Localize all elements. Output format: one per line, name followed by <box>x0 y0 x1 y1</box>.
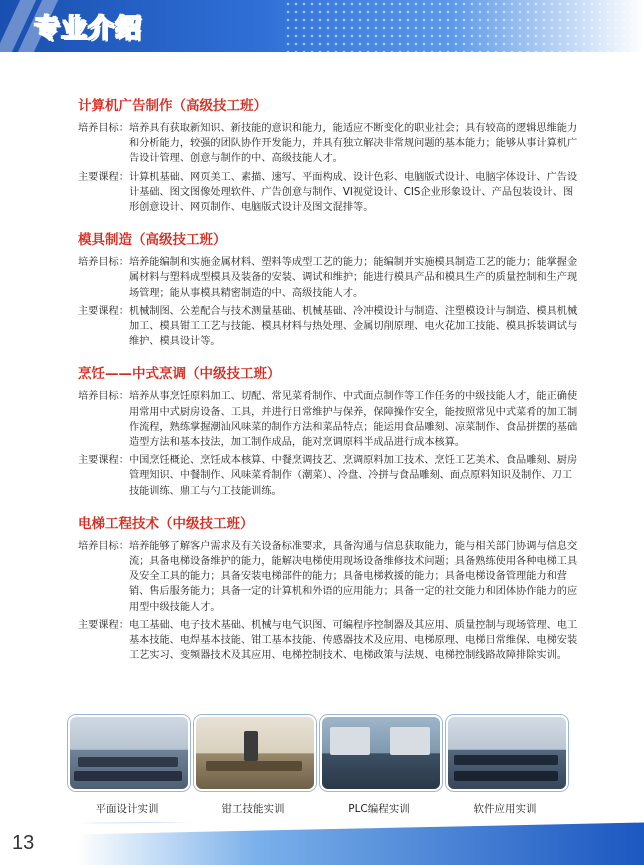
goal-label: 培养目标： <box>78 257 129 269</box>
courses-text: 电工基础、电子技术基础、机械与电气识图、可编程序控制器及其应用、质量控制与现场管理、电工基本技能、电焊基本技能、钳工基本技能、传感器技术及应用、电梯原理、电梯日常维保、电梯安装工艺实习、变频器技术及其应用、电梯控制技术、电梯政策与法规、电梯控制线路故障排除实训。 <box>128 619 578 662</box>
courses-label: 主要课程： <box>78 171 129 183</box>
goal-label: 培养目标： <box>78 540 129 552</box>
training-goal <box>78 539 578 615</box>
main-courses <box>78 618 578 664</box>
main-courses <box>78 453 578 499</box>
goal-label: 培养目标： <box>78 391 129 403</box>
plc-programming-lab-photo <box>320 715 442 791</box>
program-title: 烹饪——中式烹调（中级技工班） <box>78 366 281 383</box>
goal-label: 培养目标： <box>78 123 129 134</box>
courses-label: 主要课程： <box>78 619 129 631</box>
photo-caption: 平面设计实训 <box>95 803 159 815</box>
fitter-skills-workshop-photo <box>194 715 316 791</box>
goal-text: 培养能编制和实施金属材料、塑料等成型工艺的能力；能编制并实施模具制造工艺的能力；能掌握金属材料与塑料成型模具及装备的安装、调试和维护；能进行模具产品和模具生产的质量控制和生产现场管理；能从事模具精密制造的中、高级技能人才。 <box>128 257 578 299</box>
training-goal <box>78 389 578 450</box>
program-list <box>78 97 578 679</box>
training-goal <box>78 121 578 167</box>
program-section-computer-advertising <box>78 97 578 215</box>
graphic-design-lab-photo <box>68 715 190 791</box>
program-title: 计算机广告制作（高级技工班） <box>78 98 267 114</box>
program-section-elevator-engineering <box>78 515 578 664</box>
page-number: 13 <box>12 832 35 854</box>
program-section-chinese-cooking <box>78 365 578 498</box>
photo-card <box>320 715 438 816</box>
photo-card <box>68 715 186 816</box>
goal-text: 培养从事烹饪原料加工、切配、常见菜肴制作、中式面点制作等工作任务的中级技能人才，能正确使用常用中式厨房设备、工具，并进行日常维护与保养，保障操作安全，能按照常见中式菜肴的加工制作流程，熟练掌握潮汕风味菜的制作方法和菜品特点；能运用食品雕刻、凉菜制作、食品拼摆的基础造型方法和基本技法，加工制作成品，能对烹调原料半成品进行成本核算。 <box>128 391 578 449</box>
training-goal <box>78 255 578 301</box>
goal-text: 培养能够了解客户需求及有关设备标准要求，具备沟通与信息获取能力，能与相关部门协调与信息交流；具备电梯设备维护的能力，能解决电梯使用现场设备维修技术问题；具备熟练使用各种电梯工具及安全工具的能力；具备安装电梯部件的能力；具备电梯救援的能力；具备电梯设备管理能力和营销、售后服务能力；具备一定的计算机和外语的应用能力；具备一定的社交能力和团体协作能力的应用型中级技能人才。 <box>128 540 578 613</box>
main-courses <box>78 304 578 350</box>
courses-text: 中国烹饪概论、烹饪成本核算、中餐烹调技艺、烹调原料加工技术、烹饪工艺美术、食品雕刻、厨房管理知识、中餐制作、风味菜肴制作（潮菜）、冷盘、冷拼与食品雕刻、面点原料知识及制作、刀工技能训练、鼎工与勺工技能训练。 <box>128 455 578 497</box>
courses-label: 主要课程： <box>78 305 129 317</box>
photo-caption: PLC编程实训 <box>348 803 410 815</box>
main-courses <box>78 170 578 216</box>
courses-label: 主要课程： <box>78 455 129 467</box>
goal-text: 培养具有获取新知识、新技能的意识和能力，能适应不断变化的职业社会；具有较高的逻辑思维能力和分析能力，较强的团队协作开发能力，并具有独立解决非常规问题的基本能力；能够从事计算机广告设计管理、创意与制作的中、高级技能人才。 <box>128 123 578 165</box>
photo-card <box>446 715 564 816</box>
software-application-lab-photo <box>446 715 568 791</box>
program-title: 电梯工程技术（中级技工班） <box>78 515 254 532</box>
courses-text: 计算机基础、网页美工、素描、速写、平面构成、设计色彩、电脑版式设计、电脑字体设计、广告设计基础、图文图像处理软件、广告创意与制作、VI视觉设计、CIS企业形象设计、产品包装设计、图形创意设计、网页制作、电脑版式设计及图文混排等。 <box>128 171 578 214</box>
photo-card <box>194 715 312 816</box>
program-title: 模具制造（高级技工班） <box>78 232 227 249</box>
training-photo-strip <box>68 715 564 815</box>
photo-caption: 软件应用实训 <box>473 803 537 815</box>
courses-text: 机械制图、公差配合与技术测量基础、机械基础、冷冲模设计与制造、注塑模设计与制造、模具机械加工、模具钳工工艺与技能、模具材料与热处理、金属切削原理、电火花加工技能、模具拆装调试与维护、模具设计等。 <box>128 305 578 348</box>
header-banner <box>0 0 644 52</box>
photo-caption: 钳工技能实训 <box>221 803 285 815</box>
header-dot-pattern <box>284 0 644 52</box>
program-section-mold-manufacturing <box>78 231 578 349</box>
page-title: 专业介绍 <box>34 14 143 44</box>
